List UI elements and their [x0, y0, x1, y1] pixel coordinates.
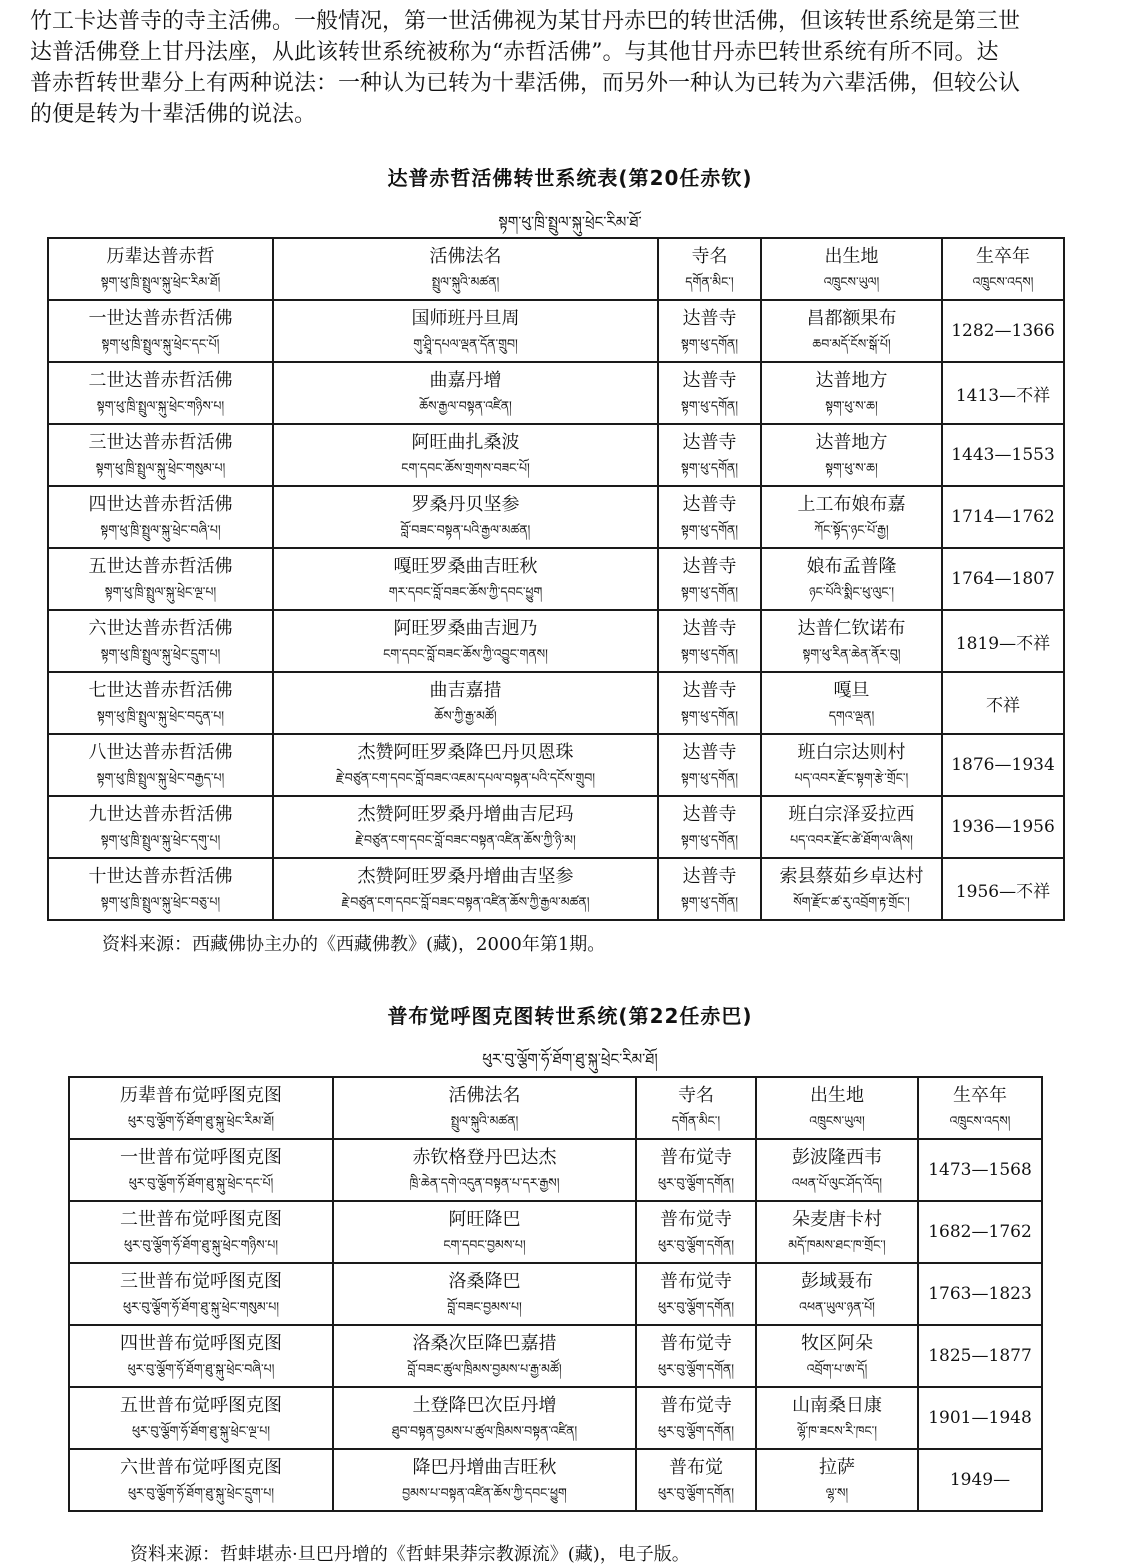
monastery-cell-tibetan: སྟག་ཕུ་དགོན། — [680, 460, 739, 475]
years-text: 1764—1807 — [951, 569, 1055, 589]
birthplace-cell — [761, 362, 942, 424]
dharma-name-cell-tibetan: རྗེ་བཙུན་ངག་དབང་བློ་བཟང་བསྟན་འཛིན་ཆོས་ཀྱི་རྒྱལ་མཚན། — [341, 894, 590, 909]
monastery-cell — [658, 734, 761, 796]
table-row — [69, 1263, 1042, 1325]
table-row — [48, 796, 1064, 858]
monastery-cell-tibetan: སྟག་ཕུ་དགོན། — [680, 522, 739, 537]
monastery-cell-chinese: 普布觉 — [669, 1457, 723, 1478]
dharma-name-cell — [273, 672, 658, 734]
generation-cell-chinese: 四世达普赤哲活佛 — [88, 494, 233, 515]
monastery-cell — [636, 1449, 756, 1511]
header-cell-tibetan: སྤྲུལ་སྐུའི་མཚན། — [431, 274, 500, 289]
years-cell — [942, 796, 1064, 858]
header-cell-chinese: 生卒年 — [976, 246, 1030, 267]
birthplace-cell-tibetan: སོག་རྫོང་ཚ་རུ་འབྲོག་རྟ་གྲོང་། — [793, 894, 910, 909]
birthplace-cell — [761, 858, 942, 920]
dharma-name-cell — [273, 858, 658, 920]
generation-cell-tibetan: སྟག་ཕུ་ཁྲི་སྤྲུལ་སྐུ་ཕྲེང་གཉིས་པ། — [96, 398, 225, 413]
table-row — [48, 424, 1064, 486]
birthplace-cell-chinese: 朵麦唐卡村 — [792, 1209, 882, 1230]
dharma-name-cell-tibetan: ངག་དབང་བློ་བཟང་ཆོས་ཀྱི་འབྱུང་གནས། — [383, 646, 548, 661]
years-text: 1901—1948 — [928, 1408, 1032, 1428]
dharma-name-cell — [273, 424, 658, 486]
birthplace-cell — [761, 672, 942, 734]
table-header-row — [69, 1077, 1042, 1139]
birthplace-cell-chinese: 昌都额果布 — [806, 308, 897, 329]
generation-cell — [48, 672, 273, 734]
birthplace-cell — [756, 1449, 918, 1511]
generation-cell-chinese: 六世达普赤哲活佛 — [88, 618, 233, 639]
birthplace-cell-chinese: 彭波隆西韦 — [792, 1147, 882, 1168]
birthplace-cell-chinese: 达普仁钦诺布 — [797, 618, 906, 639]
table-row — [48, 672, 1064, 734]
monastery-cell — [658, 548, 761, 610]
years-text: 1956—不祥 — [955, 881, 1051, 902]
dharma-name-cell-tibetan: ངག་དབང་ཆོས་གྲགས་བཟང་པོ། — [401, 460, 530, 475]
dharma-name-cell-tibetan: གར་དབང་བློ་བཟང་ཆོས་ཀྱི་དབང་ཕྱུག — [388, 584, 543, 599]
header-cell-chinese: 生卒年 — [953, 1085, 1007, 1106]
table-row — [69, 1325, 1042, 1387]
generation-cell-tibetan: སྟག་ཕུ་ཁྲི་སྤྲུལ་སྐུ་ཕྲེང་བརྒྱད་པ། — [96, 770, 225, 785]
dharma-name-cell — [333, 1449, 636, 1511]
intro-line: 普赤哲转世辈分上有两种说法：一种认为已转为十辈活佛，而另外一种认为已转为六辈活佛，但较公认 — [30, 71, 1021, 96]
generation-cell-tibetan: ཕུར་བུ་ལྕོག་ཧོ་ཐོག་ཐུ་སྐུ་ཕྲེང་བཞི་པ། — [127, 1361, 275, 1376]
dharma-name-cell-chinese: 嘎旺罗桑曲吉旺秋 — [393, 556, 538, 577]
dharma-name-cell — [273, 486, 658, 548]
monastery-cell-tibetan: སྟག་ཕུ་དགོན། — [680, 708, 739, 723]
dharma-name-cell — [333, 1325, 636, 1387]
generation-cell-chinese: 六世普布觉呼图克图 — [120, 1457, 282, 1478]
monastery-cell-chinese: 达普寺 — [682, 432, 737, 453]
header-cell-tibetan: ཕུར་བུ་ལྕོག་ཧོ་ཐོག་ཐུ་སྐུ་ཕྲེང་རིམ་ཐོ། — [127, 1113, 275, 1128]
monastery-cell — [658, 362, 761, 424]
birthplace-cell-chinese: 娘布孟普隆 — [806, 556, 897, 577]
table-row — [48, 734, 1064, 796]
monastery-cell-chinese: 达普寺 — [682, 866, 737, 887]
table1 — [47, 237, 1065, 921]
years-text: 1282—1366 — [951, 321, 1055, 341]
header-cell — [69, 1077, 333, 1139]
years-text: 1825—1877 — [928, 1346, 1032, 1366]
dharma-name-cell-chinese: 阿旺曲扎桑波 — [411, 432, 520, 453]
generation-cell-tibetan: ཕུར་བུ་ལྕོག་ཧོ་ཐོག་ཐུ་སྐུ་ཕྲེང་གཉིས་པ། — [124, 1237, 278, 1252]
monastery-cell — [636, 1387, 756, 1449]
monastery-cell-chinese: 普布觉寺 — [660, 1333, 732, 1354]
table2-subtitle: ཕུར་བུ་ལྕོག་ཧོ་ཐོག་ཐུ་སྐུ་ཕྲེང་རིམ་ཐོ། — [482, 1050, 658, 1068]
monastery-cell — [658, 486, 761, 548]
birthplace-cell-chinese: 达普地方 — [815, 370, 888, 391]
years-text: 1413—不祥 — [955, 385, 1051, 406]
header-cell — [756, 1077, 918, 1139]
generation-cell-chinese: 九世达普赤哲活佛 — [88, 804, 233, 825]
monastery-cell-chinese: 达普寺 — [682, 618, 737, 639]
dharma-name-cell-tibetan: ཁྲི་ཆེན་དགེ་འདུན་བསྟན་པ་དར་རྒྱས། — [409, 1175, 560, 1190]
birthplace-cell-chinese: 班白宗达则村 — [797, 742, 906, 763]
monastery-cell-chinese: 普布觉寺 — [660, 1271, 732, 1292]
monastery-cell-tibetan: ཕུར་བུ་ལྕོག་དགོན། — [657, 1175, 735, 1190]
header-cell — [658, 238, 761, 300]
birthplace-cell-chinese: 索县蔡茹乡卓达村 — [779, 866, 924, 887]
dharma-name-cell-chinese: 赤钦格登丹巴达杰 — [412, 1147, 557, 1168]
generation-cell — [48, 424, 273, 486]
monastery-cell-chinese: 达普寺 — [682, 494, 737, 515]
table1-source: 资料来源：西藏佛协主办的《西藏佛教》(藏)，2000年第1期。 — [102, 934, 606, 955]
generation-cell-tibetan: ཕུར་བུ་ལྕོག་ཧོ་ཐོག་ཐུ་སྐུ་ཕྲེང་དང་པོ། — [128, 1175, 274, 1190]
generation-cell-chinese: 一世普布觉呼图克图 — [120, 1147, 282, 1168]
years-text: 1473—1568 — [928, 1160, 1032, 1180]
generation-cell-tibetan: སྟག་ཕུ་ཁྲི་སྤྲུལ་སྐུ་ཕྲེང་དང་པོ། — [101, 336, 220, 351]
table-row — [48, 610, 1064, 672]
generation-cell — [48, 362, 273, 424]
birthplace-cell-tibetan: སྟག་ཕུ་རིན་ཆེན་ནོར་བུ། — [802, 646, 901, 661]
generation-cell — [48, 548, 273, 610]
dharma-name-cell-chinese: 洛桑次臣降巴嘉措 — [412, 1333, 557, 1354]
birthplace-cell-tibetan: པད་འབར་རྫོང་ཚེ་ཐོག་ལ་ཞིས། — [790, 832, 913, 847]
generation-cell — [48, 858, 273, 920]
dharma-name-cell — [273, 796, 658, 858]
birthplace-cell-tibetan: མདོ་ཁམས་ཐང་ཁ་གྲོང་། — [788, 1237, 886, 1252]
years-cell — [942, 672, 1064, 734]
generation-cell-tibetan: སྟག་ཕུ་ཁྲི་སྤྲུལ་སྐུ་ཕྲེང་ལྔ་པ། — [104, 584, 217, 599]
generation-cell-chinese: 四世普布觉呼图克图 — [120, 1333, 282, 1354]
header-cell — [636, 1077, 756, 1139]
dharma-name-cell — [333, 1139, 636, 1201]
years-cell — [918, 1387, 1042, 1449]
header-cell-tibetan: འཁྲུངས་འདས། — [972, 274, 1034, 289]
monastery-cell-tibetan: སྟག་ཕུ་དགོན། — [680, 646, 739, 661]
generation-cell-tibetan: སྟག་ཕུ་ཁྲི་སྤྲུལ་སྐུ་ཕྲེང་དགུ་པ། — [100, 832, 221, 847]
generation-cell — [48, 734, 273, 796]
years-cell — [942, 424, 1064, 486]
generation-cell-tibetan: ཕུར་བུ་ལྕོག་ཧོ་ཐོག་ཐུ་སྐུ་ཕྲེང་དྲུག་པ། — [127, 1485, 275, 1500]
monastery-cell — [658, 610, 761, 672]
birthplace-cell — [761, 548, 942, 610]
birthplace-cell-tibetan: ལྷོ་ཁ་ཟངས་རི་ཁང་། — [796, 1423, 878, 1438]
dharma-name-cell-tibetan: བློ་བཟང་ཚུལ་ཁྲིམས་བྱམས་པ་རྒྱ་མཚོ། — [407, 1361, 562, 1376]
birthplace-cell-chinese: 达普地方 — [815, 432, 888, 453]
years-cell — [918, 1449, 1042, 1511]
birthplace-cell-chinese: 上工布娘布嘉 — [797, 494, 906, 515]
monastery-cell-chinese: 达普寺 — [682, 804, 737, 825]
header-cell — [918, 1077, 1042, 1139]
monastery-cell-chinese: 普布觉寺 — [660, 1147, 732, 1168]
monastery-cell-tibetan: ཕུར་བུ་ལྕོག་དགོན། — [657, 1237, 735, 1252]
monastery-cell-chinese: 达普寺 — [682, 308, 737, 329]
dharma-name-cell-chinese: 洛桑降巴 — [448, 1271, 521, 1292]
dharma-name-cell-tibetan: བྱམས་པ་བསྟན་འཛིན་ཆོས་ཀྱི་དབང་ཕྱུག — [402, 1485, 567, 1500]
generation-cell-chinese: 十世达普赤哲活佛 — [88, 866, 233, 887]
dharma-name-cell — [273, 610, 658, 672]
table-row — [48, 858, 1064, 920]
generation-cell-tibetan: སྟག་ཕུ་ཁྲི་སྤྲུལ་སྐུ་ཕྲེང་བཅུ་པ། — [100, 894, 221, 909]
dharma-name-cell-chinese: 国师班丹旦周 — [411, 308, 520, 329]
generation-cell — [69, 1449, 333, 1511]
birthplace-cell-tibetan: འཕན་ཡུལ་ཉན་པོ། — [799, 1299, 875, 1314]
table2-title: 普布觉呼图克图转世系统(第22任赤巴) — [387, 1004, 753, 1028]
birthplace-cell — [761, 610, 942, 672]
dharma-name-cell-chinese: 阿旺降巴 — [448, 1209, 521, 1230]
years-cell — [942, 486, 1064, 548]
dharma-name-cell-tibetan: བློ་བཟང་བསྟན་པའི་རྒྱལ་མཚན། — [400, 522, 531, 537]
birthplace-cell-chinese: 山南桑日康 — [792, 1395, 882, 1416]
table-row — [69, 1201, 1042, 1263]
birthplace-cell — [761, 486, 942, 548]
monastery-cell — [636, 1263, 756, 1325]
monastery-cell-tibetan: སྟག་ཕུ་དགོན། — [680, 584, 739, 599]
generation-cell — [69, 1139, 333, 1201]
dharma-name-cell — [333, 1201, 636, 1263]
header-cell — [761, 238, 942, 300]
years-text: 1682—1762 — [928, 1222, 1032, 1242]
birthplace-cell-chinese: 嘎旦 — [833, 680, 870, 701]
birthplace-cell — [756, 1325, 918, 1387]
monastery-cell-tibetan: སྟག་ཕུ་དགོན། — [680, 336, 739, 351]
birthplace-cell-tibetan: ལྷ་ས། — [825, 1485, 849, 1500]
generation-cell-tibetan: ཕུར་བུ་ལྕོག་ཧོ་ཐོག་ཐུ་སྐུ་ཕྲེང་ལྔ་པ། — [131, 1423, 270, 1438]
monastery-cell — [658, 796, 761, 858]
dharma-name-cell — [333, 1263, 636, 1325]
years-text: 1936—1956 — [951, 817, 1055, 837]
monastery-cell — [658, 858, 761, 920]
generation-cell-chinese: 二世普布觉呼图克图 — [120, 1209, 282, 1230]
generation-cell-chinese: 五世达普赤哲活佛 — [88, 556, 233, 577]
monastery-cell-chinese: 普布觉寺 — [660, 1209, 732, 1230]
dharma-name-cell-chinese: 降巴丹增曲吉旺秋 — [412, 1457, 557, 1478]
monastery-cell — [636, 1139, 756, 1201]
birthplace-cell-tibetan: སྟག་ཕུ་ས་ཆ། — [825, 398, 878, 413]
monastery-cell-tibetan: ཕུར་བུ་ལྕོག་དགོན། — [657, 1485, 735, 1500]
dharma-name-cell-chinese: 曲嘉丹增 — [429, 370, 502, 391]
monastery-cell-chinese: 普布觉寺 — [660, 1395, 732, 1416]
header-cell-chinese: 历辈普布觉呼图克图 — [120, 1085, 282, 1106]
generation-cell — [69, 1263, 333, 1325]
table-row — [69, 1449, 1042, 1511]
birthplace-cell — [761, 796, 942, 858]
dharma-name-cell-tibetan: གུ་ཤྲཱི་དཔལ་ལྡན་དོན་གྲུབ། — [413, 336, 518, 351]
generation-cell-chinese: 八世达普赤哲活佛 — [88, 742, 233, 763]
table-row — [48, 548, 1064, 610]
generation-cell — [69, 1325, 333, 1387]
table-header-row — [48, 238, 1064, 300]
monastery-cell-chinese: 达普寺 — [682, 556, 737, 577]
monastery-cell — [658, 424, 761, 486]
monastery-cell — [658, 672, 761, 734]
birthplace-cell-tibetan: ཉང་པོའི་སྨིང་ཕུ་ལུང་། — [808, 584, 894, 599]
birthplace-cell — [756, 1201, 918, 1263]
dharma-name-cell-tibetan: ངག་དབང་བྱམས་པ། — [443, 1237, 526, 1252]
birthplace-cell — [756, 1139, 918, 1201]
generation-cell-tibetan: སྟག་ཕུ་ཁྲི་སྤྲུལ་སྐུ་ཕྲེང་དྲུག་པ། — [100, 646, 221, 661]
generation-cell — [48, 796, 273, 858]
years-cell — [942, 610, 1064, 672]
generation-cell-chinese: 二世达普赤哲活佛 — [88, 370, 233, 391]
table-row — [69, 1139, 1042, 1201]
birthplace-cell — [761, 424, 942, 486]
dharma-name-cell-tibetan: ཆོས་རྒྱལ་བསྟན་འཛིན། — [419, 398, 512, 413]
table-row — [69, 1387, 1042, 1449]
generation-cell — [69, 1387, 333, 1449]
years-cell — [942, 362, 1064, 424]
dharma-name-cell-chinese: 土登降巴次臣丹增 — [412, 1395, 557, 1416]
generation-cell — [48, 610, 273, 672]
monastery-cell-tibetan: ཕུར་བུ་ལྕོག་དགོན། — [657, 1299, 735, 1314]
dharma-name-cell-chinese: 曲吉嘉措 — [429, 680, 502, 701]
header-cell — [333, 1077, 636, 1139]
header-cell-chinese: 活佛法名 — [448, 1085, 521, 1106]
birthplace-cell — [761, 300, 942, 362]
header-cell-tibetan: འཁྲུངས་ཡུལ། — [823, 274, 880, 289]
header-cell-chinese: 历辈达普赤哲 — [106, 246, 215, 267]
dharma-name-cell-tibetan: ཐུབ་བསྟན་བྱམས་པ་ཚུལ་ཁྲིམས་བསྟན་འཛིན། — [391, 1423, 578, 1438]
years-cell — [918, 1139, 1042, 1201]
years-cell — [942, 300, 1064, 362]
header-cell — [48, 238, 273, 300]
intro-line: 的便是转为十辈活佛的说法。 — [30, 102, 317, 127]
birthplace-cell-tibetan: དགའ་ལྡན། — [828, 708, 875, 723]
monastery-cell-chinese: 达普寺 — [682, 742, 737, 763]
header-cell-tibetan: སྤྲུལ་སྐུའི་མཚན། — [450, 1113, 519, 1128]
years-text: 1443—1553 — [951, 445, 1055, 465]
generation-cell-chinese: 五世普布觉呼图克图 — [120, 1395, 282, 1416]
birthplace-cell-tibetan: ཆབ་མདོ་ངོས་སྒོ་པོ། — [812, 336, 891, 351]
monastery-cell-tibetan: སྟག་ཕུ་དགོན། — [680, 398, 739, 413]
birthplace-cell-tibetan: པད་འབར་རྫོང་སྟག་རྩེ་གྲོང་། — [794, 770, 909, 785]
intro-line: 竹工卡达普寺的寺主活佛。一般情况，第一世活佛视为某甘丹赤巴的转世活佛，但该转世系统是第三世 — [30, 9, 1021, 34]
monastery-cell — [636, 1325, 756, 1387]
generation-cell — [48, 486, 273, 548]
monastery-cell-tibetan: ཕུར་བུ་ལྕོག་དགོན། — [657, 1423, 735, 1438]
header-cell — [273, 238, 658, 300]
intro-line: 达普活佛登上甘丹法座，从此该转世系统被称为“赤哲活佛”。与其他甘丹赤巴转世系统有所不同。达 — [30, 40, 999, 65]
table-row — [48, 486, 1064, 548]
header-cell-chinese: 活佛法名 — [429, 246, 502, 267]
birthplace-cell-chinese: 拉萨 — [819, 1457, 855, 1478]
header-cell-tibetan: དགོན་མིང་། — [685, 274, 734, 289]
birthplace-cell-tibetan: འཕན་པོ་ལུང་ཤོད་འོད། — [791, 1175, 883, 1190]
table2 — [68, 1076, 1043, 1512]
table1-title: 达普赤哲活佛转世系统表(第20任赤钦) — [387, 166, 753, 190]
header-cell — [942, 238, 1064, 300]
years-text: 1714—1762 — [951, 507, 1055, 527]
dharma-name-cell — [333, 1387, 636, 1449]
dharma-name-cell-tibetan: བློ་བཟང་བྱམས་པ། — [447, 1299, 522, 1314]
header-cell-chinese: 寺名 — [678, 1085, 714, 1106]
years-cell — [942, 858, 1064, 920]
table2-source: 资料来源：哲蚌堪赤·旦巴丹增的《哲蚌果莽宗教源流》(藏)，电子版。 — [130, 1544, 690, 1565]
dharma-name-cell — [273, 300, 658, 362]
monastery-cell — [636, 1201, 756, 1263]
header-cell-tibetan: འཁྲུངས་ཡུལ། — [809, 1113, 865, 1128]
dharma-name-cell-chinese: 杰赞阿旺罗桑丹增曲吉尼玛 — [357, 804, 574, 825]
generation-cell-tibetan: ཕུར་བུ་ལྕོག་ཧོ་ཐོག་ཐུ་སྐུ་ཕྲེང་གསུམ་པ། — [122, 1299, 280, 1314]
header-cell-tibetan: སྟག་ཕུ་ཁྲི་སྤྲུལ་སྐུ་ཕྲེང་རིམ་ཐོ། — [100, 274, 221, 289]
dharma-name-cell-chinese: 杰赞阿旺罗桑丹增曲吉坚参 — [357, 866, 574, 887]
header-cell-chinese: 出生地 — [810, 1085, 864, 1106]
header-cell-chinese: 寺名 — [691, 246, 728, 267]
generation-cell-chinese: 三世普布觉呼图克图 — [120, 1271, 282, 1292]
monastery-cell-tibetan: སྟག་ཕུ་དགོན། — [680, 770, 739, 785]
monastery-cell-tibetan: སྟག་ཕུ་དགོན། — [680, 832, 739, 847]
birthplace-cell-chinese: 彭域聂布 — [801, 1271, 873, 1292]
dharma-name-cell-chinese: 杰赞阿旺罗桑降巴丹贝恩珠 — [357, 742, 574, 763]
birthplace-cell-tibetan: ཀོང་སྟོད་ཉང་པོ་རྒྱ། — [814, 522, 889, 537]
generation-cell-chinese: 一世达普赤哲活佛 — [88, 308, 233, 329]
dharma-name-cell-tibetan: རྗེ་བཙུན་ངག་དབང་བློ་བཟང་བསྟན་འཛིན་ཆོས་ཀྱི་ཉི་མ། — [355, 832, 576, 847]
dharma-name-cell-tibetan: རྗེ་བཙུན་ངག་དབང་བློ་བཟང་འཇམ་དཔལ་བསྟན་པའི་དངོས་གྲུབ། — [335, 770, 595, 785]
birthplace-cell-chinese: 班白宗泽妥拉西 — [788, 804, 915, 825]
birthplace-cell-chinese: 牧区阿朵 — [801, 1333, 873, 1354]
years-cell — [918, 1201, 1042, 1263]
monastery-cell-tibetan: ཕུར་བུ་ལྕོག་དགོན། — [657, 1361, 735, 1376]
birthplace-cell-tibetan: སྟག་ཕུ་ས་ཆ། — [825, 460, 878, 475]
dharma-name-cell — [273, 734, 658, 796]
header-cell-tibetan: དགོན་མིང་། — [671, 1113, 721, 1128]
years-text: 不祥 — [986, 695, 1020, 716]
intro-paragraph — [30, 6, 1110, 130]
generation-cell-chinese: 七世达普赤哲活佛 — [88, 680, 233, 701]
dharma-name-cell-chinese: 阿旺罗桑曲吉迥乃 — [393, 618, 538, 639]
dharma-name-cell-chinese: 罗桑丹贝坚参 — [411, 494, 520, 515]
monastery-cell-chinese: 达普寺 — [682, 370, 737, 391]
years-text: 1763—1823 — [928, 1284, 1032, 1304]
table-row — [48, 300, 1064, 362]
generation-cell — [69, 1201, 333, 1263]
header-cell-chinese: 出生地 — [824, 246, 879, 267]
birthplace-cell — [756, 1263, 918, 1325]
birthplace-cell — [756, 1387, 918, 1449]
generation-cell-chinese: 三世达普赤哲活佛 — [88, 432, 233, 453]
dharma-name-cell-tibetan: ཆོས་ཀྱི་རྒྱ་མཚོ། — [434, 708, 497, 723]
generation-cell-tibetan: སྟག་ཕུ་ཁྲི་སྤྲུལ་སྐུ་ཕྲེང་གསུམ་པ། — [95, 460, 226, 475]
generation-cell-tibetan: སྟག་ཕུ་ཁྲི་སྤྲུལ་སྐུ་ཕྲེང་བཞི་པ། — [100, 522, 221, 537]
birthplace-cell-tibetan: འབྲོག་པ་ཨ་དོ། — [806, 1361, 868, 1376]
generation-cell — [48, 300, 273, 362]
years-text: 1949— — [949, 1470, 1011, 1490]
dharma-name-cell — [273, 362, 658, 424]
table1-subtitle: སྟག་ཕུ་ཁྲི་སྤྲུལ་སྐུ་ཕྲེང་རིམ་ཐོ་ — [498, 213, 642, 231]
monastery-cell-chinese: 达普寺 — [682, 680, 737, 701]
table-row — [48, 362, 1064, 424]
years-text: 1819—不祥 — [955, 633, 1051, 654]
header-cell-tibetan: འཁྲུངས་འདས། — [949, 1113, 1011, 1128]
monastery-cell-tibetan: སྟག་ཕུ་དགོན། — [680, 894, 739, 909]
dharma-name-cell — [273, 548, 658, 610]
birthplace-cell — [761, 734, 942, 796]
years-text: 1876—1934 — [951, 755, 1055, 775]
years-cell — [918, 1325, 1042, 1387]
years-cell — [942, 734, 1064, 796]
monastery-cell — [658, 300, 761, 362]
generation-cell-tibetan: སྟག་ཕུ་ཁྲི་སྤྲུལ་སྐུ་ཕྲེང་བདུན་པ། — [96, 708, 225, 723]
years-cell — [918, 1263, 1042, 1325]
years-cell — [942, 548, 1064, 610]
